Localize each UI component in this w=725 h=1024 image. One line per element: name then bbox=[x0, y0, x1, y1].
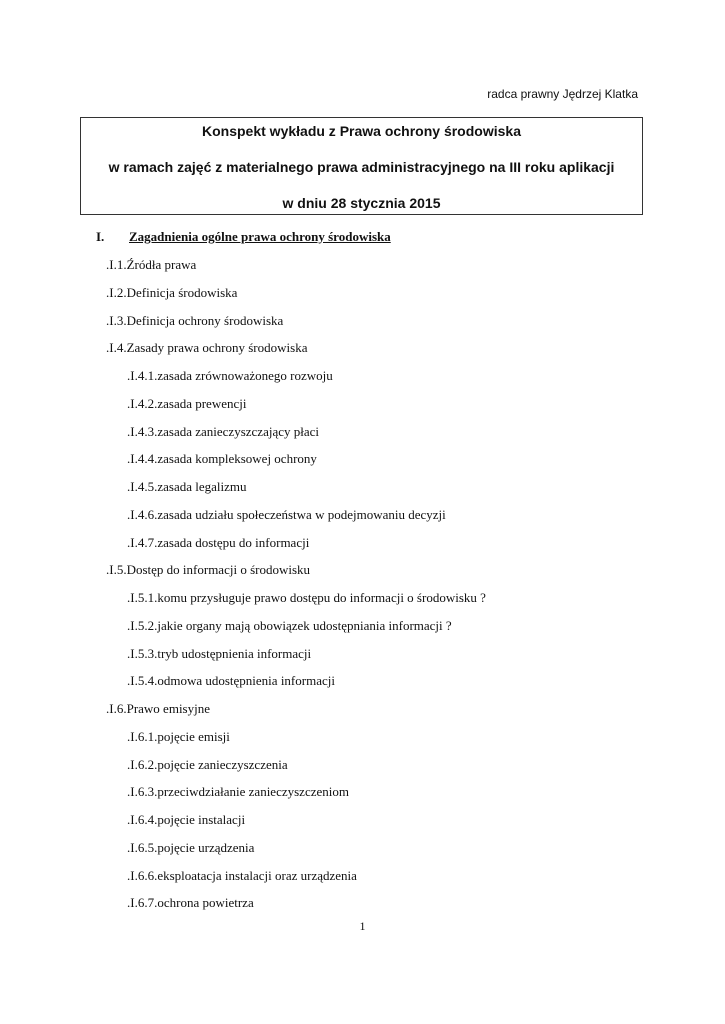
outline-item-text: pojęcie zanieczyszczenia bbox=[157, 756, 288, 772]
outline-item-number: .I.4.6. bbox=[127, 506, 158, 522]
outline-item-text: zasada zrównoważonego rozwoju bbox=[157, 368, 333, 383]
outline-item-text: Dostęp do informacji o środowisku bbox=[126, 562, 311, 578]
title-line-2: w ramach zajęć z materialnego prawa administracyjnego na III roku aplikacji bbox=[108, 159, 615, 175]
outline-item-number: .I.5.3. bbox=[127, 645, 158, 661]
section-heading bbox=[96, 229, 391, 245]
outline-item bbox=[0, 478, 725, 506]
outline-item-number: .I.6. bbox=[106, 701, 127, 716]
outline-item-number: .I.6.3. bbox=[127, 784, 158, 800]
outline-item bbox=[0, 534, 725, 562]
outline-item-number: .I.6.1. bbox=[127, 728, 158, 744]
outline-item bbox=[0, 839, 725, 867]
outline-item bbox=[0, 894, 725, 922]
outline-item-text: komu przysługuje prawo dostępu do informacji o środowisku ? bbox=[157, 590, 486, 605]
outline-item bbox=[0, 811, 725, 839]
outline-item-number: .I.6.7. bbox=[127, 895, 158, 911]
outline-item-number: .I.5.1. bbox=[127, 590, 158, 605]
section-title: Zagadnienia ogólne prawa ochrony środowiska bbox=[129, 229, 391, 244]
outline-item-number: .I.3. bbox=[106, 312, 127, 328]
outline-item-number: .I.6.6. bbox=[127, 867, 158, 883]
outline-item-text: przeciwdziałanie zanieczyszczeniom bbox=[157, 784, 349, 800]
page-number: 1 bbox=[359, 919, 366, 933]
outline-item-text: pojęcie instalacji bbox=[157, 812, 246, 827]
outline-item bbox=[0, 617, 725, 645]
outline-item-number: .I.4.4. bbox=[127, 451, 158, 467]
outline-item-number: .I.5. bbox=[106, 562, 127, 578]
outline-item bbox=[0, 312, 725, 340]
outline-item-number: .I.4. bbox=[106, 340, 127, 356]
outline-item-number: .I.2. bbox=[106, 284, 127, 300]
outline-item bbox=[0, 561, 725, 589]
outline-item-number: .I.5.4. bbox=[127, 673, 158, 689]
title-line-3: w dniu 28 stycznia 2015 bbox=[282, 195, 441, 211]
outline-item-text: pojęcie urządzenia bbox=[157, 839, 255, 855]
outline-item-text: zasada legalizmu bbox=[157, 479, 247, 494]
outline-item-number: .I.6.2. bbox=[127, 756, 158, 772]
outline-item bbox=[0, 589, 725, 617]
outline-item bbox=[0, 256, 725, 284]
outline-item-text: Zasady prawa ochrony środowiska bbox=[126, 340, 308, 356]
outline-item-text: ochrona powietrza bbox=[157, 895, 254, 911]
outline-item bbox=[0, 728, 725, 756]
outline-item-number: .I.5.2. bbox=[127, 617, 158, 633]
outline-item-number: .I.4.5. bbox=[127, 479, 158, 494]
outline-item bbox=[0, 506, 725, 534]
outline-item-number: .I.6.4. bbox=[127, 812, 158, 827]
outline-item-number: .I.1. bbox=[106, 257, 127, 272]
outline-item-text: Definicja środowiska bbox=[126, 284, 238, 300]
outline-list bbox=[0, 256, 725, 922]
outline-item bbox=[0, 867, 725, 895]
section-number: I. bbox=[96, 229, 105, 244]
outline-item-text: odmowa udostępnienia informacji bbox=[157, 673, 335, 689]
outline-item-text: eksploatacja instalacji oraz urządzenia bbox=[157, 867, 357, 883]
title-line-1: Konspekt wykładu z Prawa ochrony środowiska bbox=[202, 123, 521, 139]
outline-item bbox=[0, 367, 725, 395]
outline-item-text: zasada kompleksowej ochrony bbox=[157, 451, 317, 467]
outline-item bbox=[0, 450, 725, 478]
outline-item-number: .I.6.5. bbox=[127, 839, 158, 855]
outline-item-text: jakie organy mają obowiązek udostępniania informacji ? bbox=[157, 617, 452, 633]
author-line: radca prawny Jędrzej Klatka bbox=[487, 87, 638, 101]
outline-item bbox=[0, 756, 725, 784]
outline-item bbox=[0, 423, 725, 451]
outline-item-text: Prawo emisyjne bbox=[126, 701, 210, 716]
outline-item-text: zasada prewencji bbox=[157, 395, 247, 411]
outline-item-number: .I.4.7. bbox=[127, 534, 158, 550]
outline-item bbox=[0, 783, 725, 811]
outline-item-number: .I.4.2. bbox=[127, 395, 158, 411]
outline-item-text: Definicja ochrony środowiska bbox=[126, 312, 284, 328]
outline-item bbox=[0, 339, 725, 367]
outline-item-text: zasada dostępu do informacji bbox=[157, 534, 310, 550]
outline-item-text: zasada udziału społeczeństwa w podejmowaniu decyzji bbox=[157, 506, 446, 522]
outline-item bbox=[0, 672, 725, 700]
outline-item-text: zasada zanieczyszczający płaci bbox=[157, 423, 319, 439]
outline-item bbox=[0, 395, 725, 423]
outline-item-text: pojęcie emisji bbox=[157, 728, 230, 744]
outline-item bbox=[0, 700, 725, 728]
outline-item-number: .I.4.1. bbox=[127, 368, 158, 383]
outline-item-text: tryb udostępnienia informacji bbox=[157, 645, 312, 661]
outline-item bbox=[0, 645, 725, 673]
outline-item-number: .I.4.3. bbox=[127, 423, 158, 439]
outline-item-text: Źródła prawa bbox=[126, 257, 197, 272]
outline-item bbox=[0, 284, 725, 312]
title-box bbox=[80, 117, 643, 215]
